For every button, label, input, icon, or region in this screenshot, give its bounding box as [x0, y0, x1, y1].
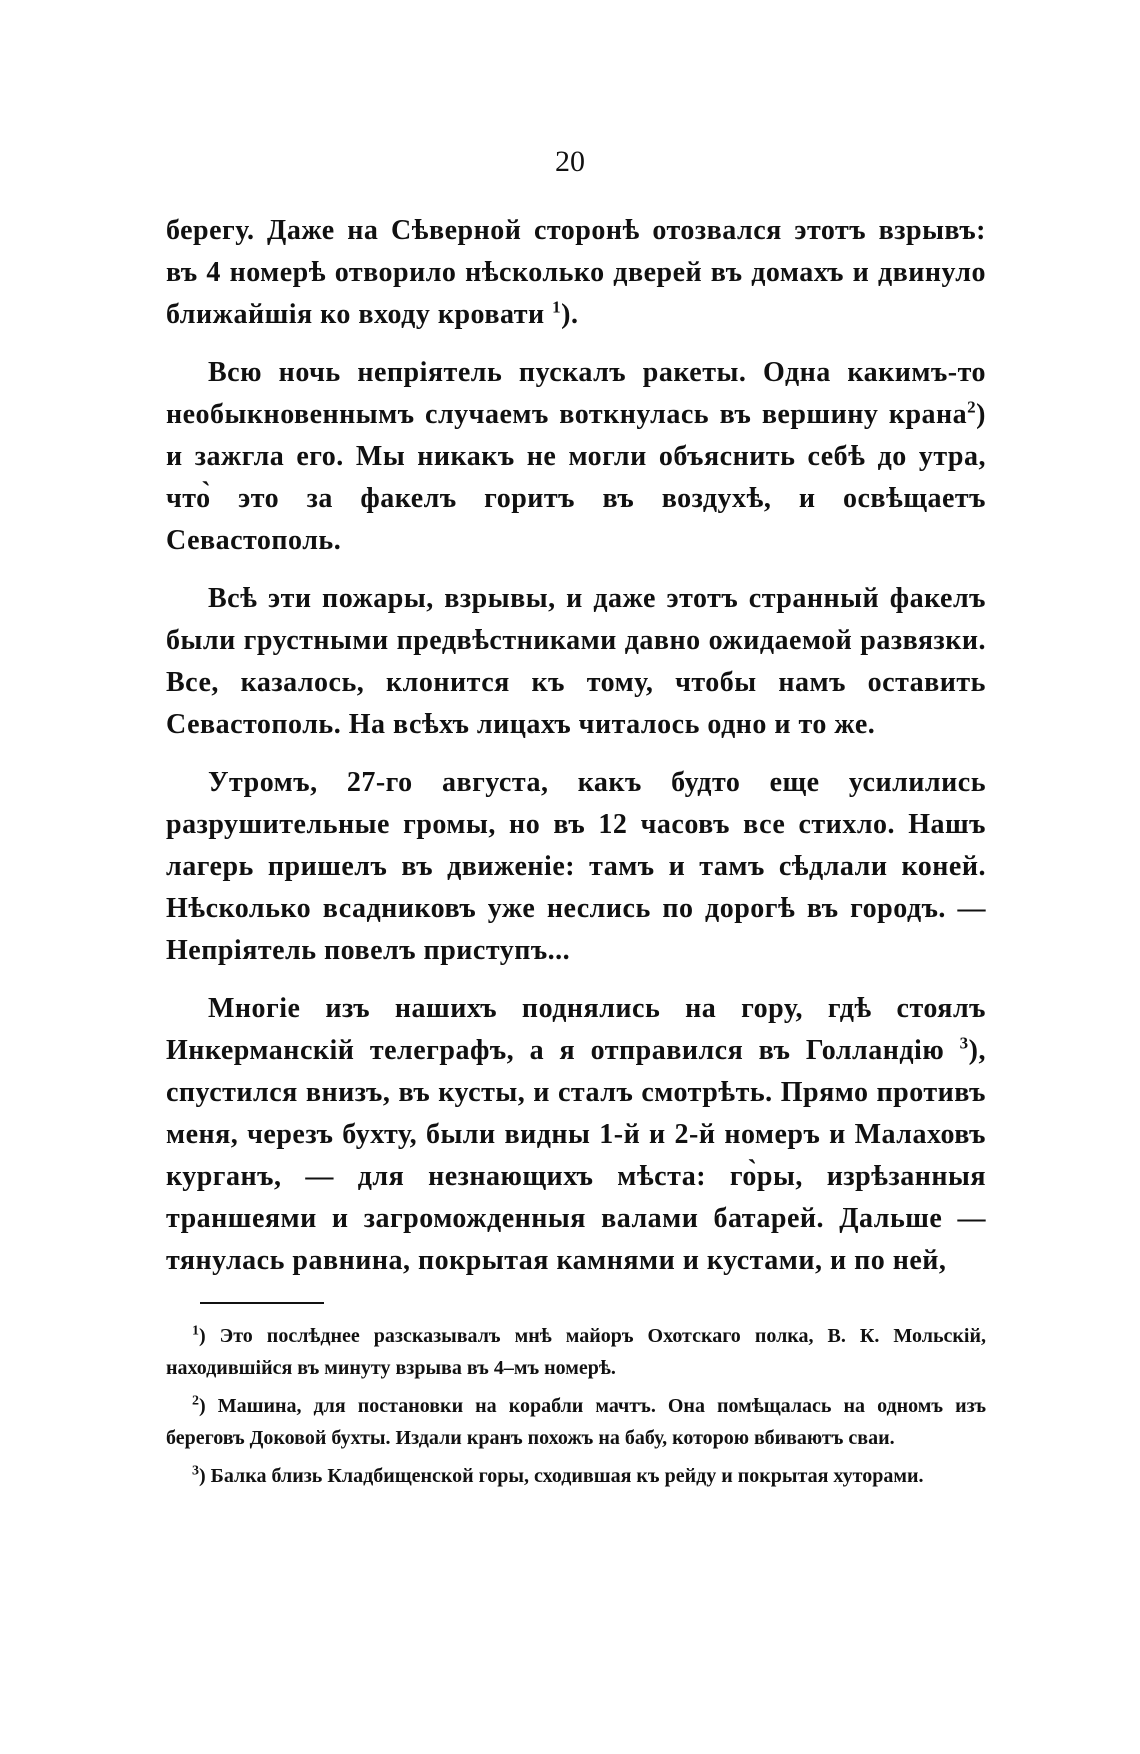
- footnote-ref-1: 1: [552, 297, 562, 317]
- footnote-2-text: ) Машина, для постановки на корабли мачтъ. Она помѣщалась на одномъ изъ береговъ Доковой бухты. Издали кранъ похожъ на бабу, которою вбиваютъ сваи.: [166, 1395, 986, 1449]
- footnote-3-text: ) Балка близь Кладбищенской горы, сходившая къ рейду и покрытая хуторами.: [199, 1465, 924, 1487]
- paragraph-3: Всѣ эти пожары, взрывы, и даже этотъ странный факелъ были грустными предвѣстниками давно ожидаемой развязки. Все, казалось, клонится къ тому, чтобы намъ оставить Севастополь. На всѣхъ лицахъ читалось одно и то же.: [166, 583, 986, 740]
- paragraph-4: Утромъ, 27-го августа, какъ будто еще усилились разрушительные громы, но въ 12 часовъ все стихло. Нашъ лагерь пришелъ въ движеніе: тамъ и тамъ сѣдлали коней. Нѣсколько всадниковъ уже неслись по дорогѣ въ городъ. — Непріятель повелъ приступъ...: [166, 767, 986, 966]
- paragraph-1: [166, 210, 986, 336]
- paragraph-2-text-b: ) и зажгла его. Мы никакъ не могли объяснить себѣ до утра, что̀ это за факелъ горитъ въ воздухѣ, и освѣщаетъ Севастополь.: [166, 399, 986, 556]
- footnote-1: [166, 1320, 986, 1384]
- footnote-ref-3: 3: [959, 1033, 969, 1053]
- paragraph-1-text-a: берегу. Даже на Сѣверной сторонѣ отозвался этотъ взрывъ: въ 4 номерѣ отворило нѣсколько дверей въ домахъ и двинуло ближайшія ко входу кровати: [166, 215, 986, 330]
- paragraph-5-text-b: ), спустился внизъ, въ кусты, и сталъ смотрѣть. Прямо противъ меня, черезъ бухту, были видны 1-й и 2-й номеръ и Малаховъ курганъ, — для незнающихъ мѣста: го̀ры, изрѣзанныя траншеями и загроможденныя валами батарей. Дальше — тянулась равнина, покрытая камнями и кустами, и по ней,: [166, 1035, 986, 1276]
- paragraph-1-text-b: ).: [561, 299, 579, 330]
- footnote-3-number: 3: [192, 1463, 199, 1479]
- footnotes: [166, 1320, 986, 1498]
- paragraph-5: [166, 988, 986, 1282]
- footnote-3: [166, 1460, 986, 1492]
- footnote-1-number: 1: [192, 1323, 199, 1339]
- footnote-2-number: 2: [192, 1393, 199, 1409]
- paragraph-5-text-a: Многіе изъ нашихъ поднялись на гору, гдѣ стоялъ Инкерманскій телеграфъ, а я отправился въ Голландію: [166, 993, 986, 1066]
- footnote-divider: [200, 1302, 324, 1304]
- footnote-1-text: ) Это послѣднее разсказывалъ мнѣ майоръ Охотскаго полка, В. К. Мольскій, находившійся въ минуту взрыва въ 4–мъ номерѣ.: [166, 1325, 986, 1379]
- footnote-ref-2: 2: [967, 397, 977, 417]
- paragraph-2: [166, 352, 986, 562]
- page-number: 20: [555, 145, 585, 178]
- paragraph-2-text-a: Всю ночь непріятель пускалъ ракеты. Одна какимъ-то необыкновеннымъ случаемъ воткнулась въ вершину крана: [166, 357, 986, 430]
- main-text: [166, 210, 986, 1298]
- footnote-2: [166, 1390, 986, 1454]
